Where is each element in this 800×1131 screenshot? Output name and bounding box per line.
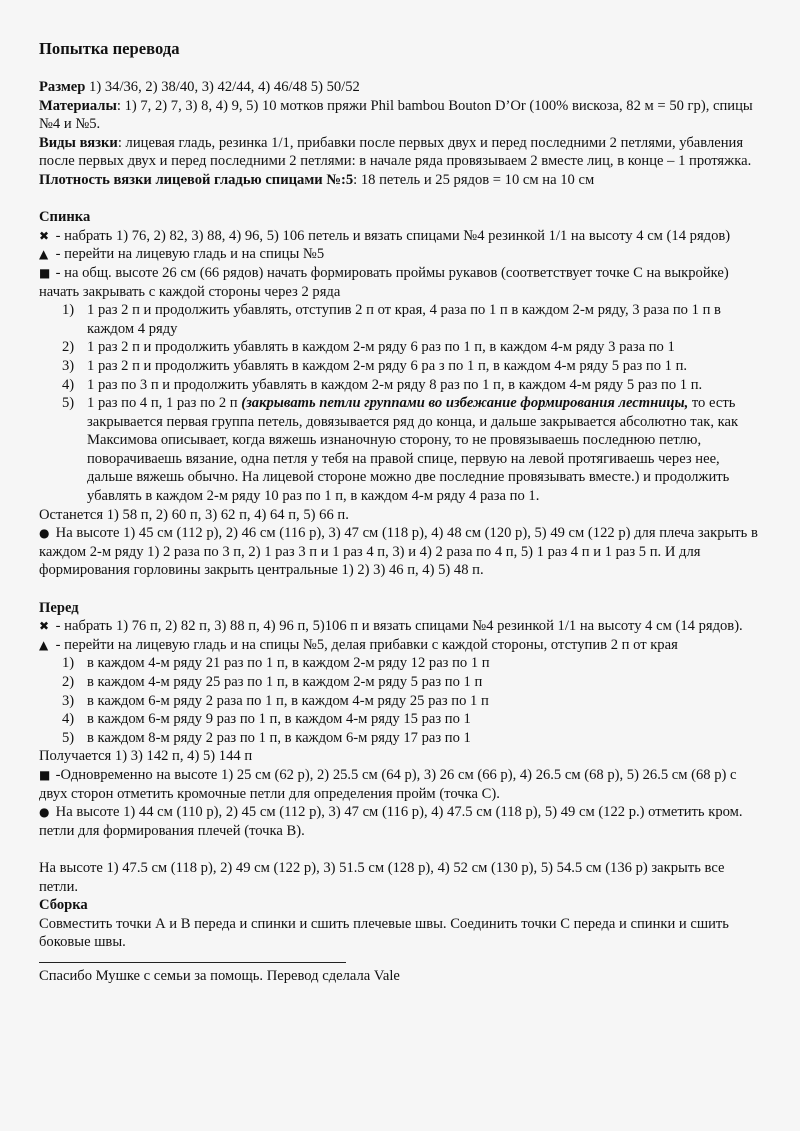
triangle-icon: ▲ xyxy=(39,637,49,652)
list-text: 1 раз по 3 п и продолжить убавлять в каждом 2-м ряду 8 раз по 1 п, в каждом 4-м ряду 5 раз по 1 п. xyxy=(87,376,703,393)
front-stockinette xyxy=(39,636,766,655)
front-shoulder xyxy=(39,803,766,840)
list-text: в каждом 6-м ряду 2 раза по 1 п, в каждом 4-м ряду 25 раз по 1 п xyxy=(87,692,489,709)
list-number: 5) xyxy=(62,395,75,412)
list-item xyxy=(39,710,766,729)
square-icon: ■ xyxy=(39,265,51,280)
list-number: 5) xyxy=(62,729,75,746)
list-text: 1 раз 2 п и продолжить убавлять в каждом 2-м ряду 6 раз по 1 п, в каждом 4-м ряду 3 раза по 1 xyxy=(87,339,675,356)
back-cast-on xyxy=(39,227,766,246)
back-shoulder xyxy=(39,524,766,580)
back-remaining: Останется 1) 58 п, 2) 60 п, 3) 62 п, 4) 64 п, 5) 66 п. xyxy=(39,506,349,523)
materials-text: : 1) 7, 2) 7, 3) 8, 4) 9, 5) 10 мотков пряжи Phil bambou Bouton D’Or (100% вискоза, 82 м = 50 гр), спицы №4 и №5. xyxy=(39,97,753,133)
list-text-rest: то есть закрывается первая группа петель, довязывается ряд до конца, и дальше закрывается абсолютно так, как Максимова описывает, когда вяжешь изнаночную сторону, то не провязываешь последнюю петлю, поворачиваешь вязание, одна петля у тебя на правой спице, первую на левой протягиваешь через нее, дальше вяжешь обычно. На лицевой стороне можно две последние провязывать вместе.) и продолжить убавлять в каждом 2-м ряду 10 раз по 1 п, в каждом 4-м ряду 4 раза по 1. xyxy=(87,395,739,505)
list-item xyxy=(39,654,766,673)
list-text: 1 раз 2 п и продолжить убавлять, отступив 2 п от края, 4 раза по 1 п в каждом 2-м ряду, 3 раза по 1 п в каждом 4 ряду xyxy=(87,302,721,337)
list-item xyxy=(39,301,766,338)
list-text: в каждом 6-м ряду 9 раз по 1 п, в каждом 4-м ряду 15 раз по 1 xyxy=(87,711,471,728)
back-stockinette xyxy=(39,245,766,264)
page-title: Попытка перевода xyxy=(39,39,180,58)
list-item xyxy=(39,338,766,357)
back-decrease-list xyxy=(39,301,766,506)
list-text: в каждом 4-м ряду 21 раз по 1 п, в каждом 2-м ряду 12 раз по 1 п xyxy=(87,655,490,672)
back-armhole xyxy=(39,264,766,301)
back-armhole-text: - на общ. высоте 26 см (66 рядов) начать формировать проймы рукавов (соответствует точке С на выкройке) начать закрывать с каждой стороны через 2 ряда xyxy=(39,264,729,300)
footer-credit: Спасибо Мушке с семьи за помощь. Перевод сделала Vale xyxy=(39,967,400,984)
stitches-label: Виды вязки xyxy=(39,134,118,151)
back-stockinette-text: - перейти на лицевую гладь и на спицы №5 xyxy=(52,246,325,263)
gauge-label: Плотность вязки лицевой гладью спицами №:5 xyxy=(39,171,354,188)
triangle-icon: ▲ xyxy=(39,247,49,262)
front-armhole xyxy=(39,766,766,803)
list-number: 3) xyxy=(62,692,75,709)
back-shoulder-text: На высоте 1) 45 см (112 р), 2) 46 см (116 р), 3) 47 см (118 р), 4) 48 см (120 р), 5) 49 см (122 р) для плеча закрыть в каждом 2-м ряду 1) 2 раза по 3 п, 2) 1 раз 3 п и 1 раз 4 п, 3) и 4) 2 раза по 4 п, 5) 1 раз 4 п и 1 раз 5 п. И для формирования горловины закрыть центральные 1) 2) 3) 46 п, 4) 5) 48 п. xyxy=(39,525,758,579)
front-total: Получается 1) 3) 142 п, 4) 5) 144 п xyxy=(39,748,253,765)
front-heading: Перед xyxy=(39,599,79,616)
list-item xyxy=(39,692,766,711)
size-line xyxy=(39,78,766,97)
size-text: 1) 34/36, 2) 38/40, 3) 42/44, 4) 46/48 5) 50/52 xyxy=(85,79,360,95)
list-number: 1) xyxy=(62,302,75,319)
circle-icon: ● xyxy=(39,805,50,820)
list-text: 1 раз по 4 п, 1 раз по 2 п xyxy=(87,395,242,412)
list-text: 1 раз 2 п и продолжить убавлять в каждом 2-м ряду 6 ра з по 1 п, в каждом 4-м ряду 5 раз по 1 п. xyxy=(87,357,688,374)
footer-divider xyxy=(39,962,346,963)
front-cast-on xyxy=(39,617,766,636)
materials-label: Материалы xyxy=(39,97,117,114)
front-cast-on-text: - набрать 1) 76 п, 2) 82 п, 3) 88 п, 4) 96 п, 5)106 п и вязать спицами №4 резинкой 1/1 на высоту 4 см (14 рядов). xyxy=(52,618,743,635)
gauge-line xyxy=(39,171,766,190)
list-item xyxy=(39,357,766,376)
front-stockinette-text: - перейти на лицевую гладь и на спицы №5, делая прибавки с каждой стороны, отступив 2 п от края xyxy=(52,636,678,653)
front-close: На высоте 1) 47.5 см (118 р), 2) 49 см (122 р), 3) 51.5 см (128 р), 4) 52 см (130 р), 5) 54.5 см (136 р) закрыть все петли. xyxy=(39,859,725,895)
front-shoulder-text: На высоте 1) 44 см (110 р), 2) 45 см (112 р), 3) 47 см (116 р), 4) 47.5 см (118 р), 5) 49 см (122 р.) отметить кром. петли для формирования плечей (точка В). xyxy=(39,804,743,839)
front-increase-list xyxy=(39,654,766,747)
list-item xyxy=(39,729,766,748)
list-number: 2) xyxy=(62,674,75,690)
list-item xyxy=(39,376,766,395)
stitches-text: : лицевая гладь, резинка 1/1, прибавки после первых двух и перед последними 2 петлями, убавления после первых двух и перед последними 2 петлями: в начале ряда провязываем 2 вместе лиц, в конце – 1 протяжка. xyxy=(39,134,752,170)
list-number: 4) xyxy=(62,711,75,728)
stitches-line xyxy=(39,134,766,171)
back-cast-on-text: - набрать 1) 76, 2) 82, 3) 88, 4) 96, 5) 106 петель и вязать спицами №4 резинкой 1/1 на высоту 4 см (14 рядов) xyxy=(52,227,731,244)
list-number: 3) xyxy=(62,357,75,374)
front-armhole-text: -Одновременно на высоте 1) 25 см (62 р), 2) 25.5 см (64 р), 3) 26 см (66 р), 4) 26.5 см (68 р), 5) 26.5 см (68 р) с двух сторон отметить кромочные петли для определения пройм (точка С). xyxy=(39,766,737,802)
circle-icon: ● xyxy=(39,526,50,541)
square-icon: ■ xyxy=(39,767,51,782)
size-label: Размер xyxy=(39,79,86,95)
back-heading: Спинка xyxy=(39,209,91,226)
list-item xyxy=(39,394,766,506)
list-text: в каждом 8-м ряду 2 раз по 1 п, в каждом 6-м ряду 17 раз по 1 xyxy=(87,729,471,746)
assembly-text: Совместить точки А и В переда и спинки и сшить плечевые швы. Соединить точки С переда и спинки и сшить боковые швы. xyxy=(39,915,729,951)
list-emphasis: (закрывать петли группами во избежание формирования лестницы, xyxy=(241,395,689,412)
cross-icon: ✖ xyxy=(39,619,50,634)
list-text: в каждом 4-м ряду 25 раз по 1 п, в каждом 2-м ряду 5 раз по 1 п xyxy=(87,674,483,690)
list-number: 4) xyxy=(62,376,75,393)
gauge-text: : 18 петель и 25 рядов = 10 см на 10 см xyxy=(353,171,595,188)
cross-icon: ✖ xyxy=(39,228,50,243)
materials-line xyxy=(39,97,766,134)
list-item xyxy=(39,673,766,692)
assembly-heading: Сборка xyxy=(39,897,88,914)
list-number: 1) xyxy=(62,655,75,672)
list-number: 2) xyxy=(62,339,75,356)
